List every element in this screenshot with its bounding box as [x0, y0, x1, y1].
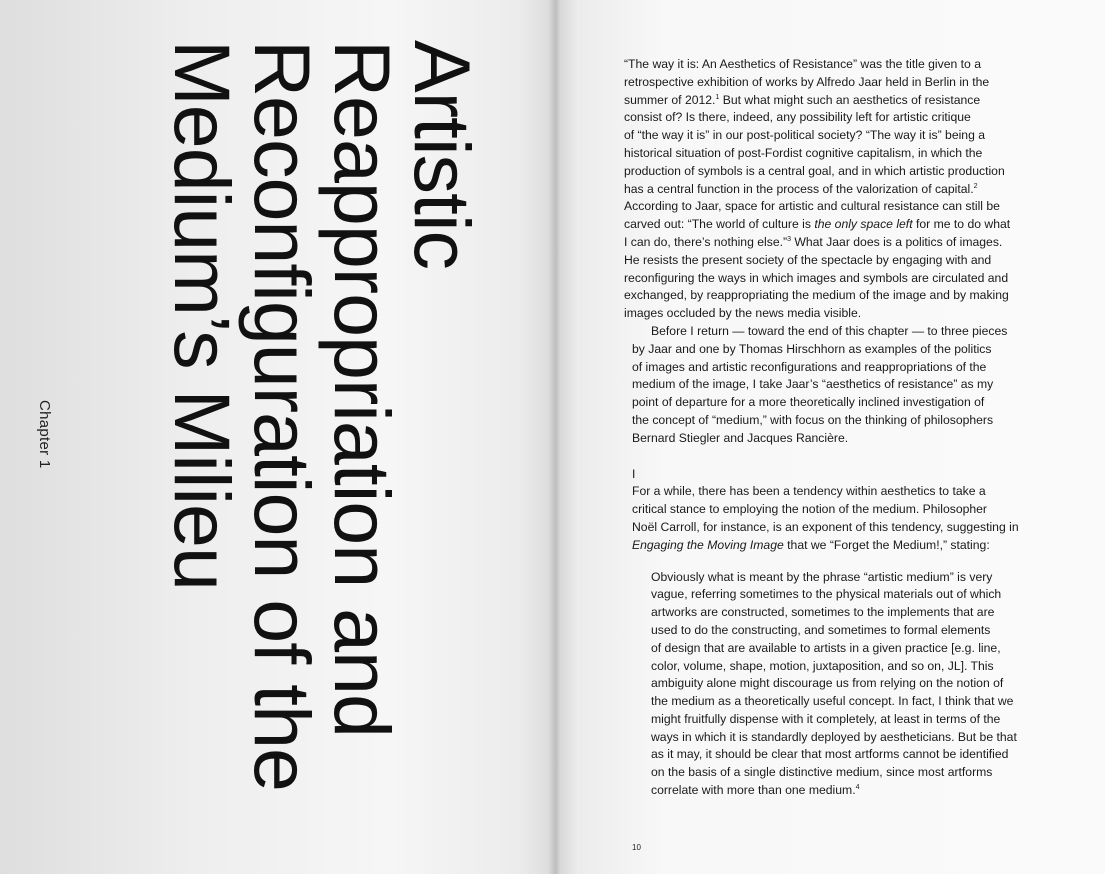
text-line: retrospective exhibition of works by Alfredo Jaar held in Berlin in the	[624, 74, 990, 89]
block-quote	[651, 569, 1070, 800]
book-title: Engaging the Moving Image	[632, 537, 784, 552]
text-line: Noël Carroll, for instance, is an exponent of this tendency, suggesting in	[632, 519, 1019, 534]
quote-line: vague, referring sometimes to the physical materials out of which	[651, 587, 1002, 602]
quote-line: correlate with more than one medium.$^4$	[651, 783, 860, 798]
emphasis: the only space left	[814, 217, 913, 232]
text-line: Engaging the Moving Image that we “Forget the Medium!,” stating:	[632, 537, 990, 552]
paragraph	[632, 483, 1070, 554]
text-line: Before I return — toward the end of this chapter — to three pieces	[651, 323, 1008, 338]
text-line: by Jaar and one by Thomas Hirschhorn as examples of the politics	[632, 341, 992, 356]
text-line: consist of? Is there, indeed, any possibility left for artistic critique	[624, 110, 971, 125]
paragraph	[624, 56, 1070, 323]
quote-line: as it may, it should be clear that most artforms cannot be identified	[651, 747, 1009, 762]
quote-line: used to do the constructing, and sometimes to formal elements	[651, 622, 991, 637]
text-line: “The way it is: An Aesthetics of Resistance” was the title given to a	[624, 57, 981, 71]
text-line: reconfiguring the ways in which images and symbols are circulated and	[624, 270, 1009, 285]
text-line: summer of 2012.$^1$ But what might such an aesthetics of resistance	[624, 92, 981, 107]
text-line: the concept of “medium,” with focus on the thinking of philosophers	[632, 412, 994, 427]
section-marker: I	[632, 466, 636, 481]
chapter-title-line: Artistic	[398, 40, 487, 269]
quote-line: artworks are constructed, sometimes to the implements that are	[651, 605, 995, 620]
footnote-marker: 2	[973, 182, 978, 190]
text-line: point of departure for a more theoretically inclined investigation of	[632, 395, 985, 410]
footnote-marker: 3	[787, 235, 791, 243]
text-line: exchanged, by reappropriating the medium of the image and by making	[624, 288, 1009, 303]
footnote-marker: 1	[715, 93, 720, 101]
text-line: of “the way it is” in our post-political society? “The way it is” being a	[624, 128, 986, 143]
text-line: production of symbols is a central goal, and in which artistic production	[624, 163, 1005, 178]
quote-line: the medium as a theoretically useful concept. In fact, I think that we	[651, 694, 1014, 709]
chapter-label: Chapter 1	[36, 400, 53, 469]
page-number: 10	[632, 843, 641, 852]
text-line: According to Jaar, space for artistic and cultural resistance can still be	[624, 199, 1000, 214]
text-line: I can do, there’s nothing else.”$^3$ What Jaar does is a politics of images.	[624, 234, 1003, 249]
text-line: images occluded by the news media visible.	[624, 306, 862, 321]
text-line: historical situation of post-Fordist cognitive capitalism, in which the	[624, 145, 983, 160]
text-line: For a while, there has been a tendency within aesthetics to take a	[632, 484, 986, 499]
text-line: He resists the present society of the spectacle by engaging with and	[624, 252, 992, 267]
quote-line: ambiguity alone might discourage us from relying on the notion of	[651, 676, 1004, 691]
book-gutter	[548, 0, 560, 874]
quote-line: color, volume, shape, motion, juxtaposition, and so on, JL]. This	[651, 658, 994, 673]
quote-line: on the basis of a single distinctive medium, since most artforms	[651, 765, 993, 780]
quote-line: Obviously what is meant by the phrase “artistic medium” is very	[651, 569, 993, 584]
body-text	[624, 56, 1070, 800]
text-line: has a central function in the process of the valorization of capital.$^2$	[624, 181, 978, 196]
quote-line: ways in which it is standardly deployed by aestheticians. But be that	[651, 729, 1017, 744]
text-line: carved out: “The world of culture is the only space left for me to do what	[624, 217, 1011, 232]
footnote-marker: 4	[855, 784, 860, 792]
chapter-title	[158, 40, 487, 850]
chapter-title-line: Medium’s Milieu	[158, 40, 247, 590]
paragraph	[632, 323, 1070, 448]
text-line: critical stance to employing the notion of the medium. Philosopher	[632, 502, 987, 517]
chapter-title-line: Reconfiguration of the	[238, 40, 327, 791]
text-line: of images and artistic reconfigurations and reappropriations of the	[632, 359, 987, 374]
text-line: Bernard Stiegler and Jacques Rancière.	[632, 430, 849, 445]
chapter-title-line: Reappropriation and	[318, 40, 407, 737]
quote-line: of design that are available to artists in a given practice [e.g. line,	[651, 640, 1001, 655]
quote-line: might fruitfully dispense with it completely, at least in terms of the	[651, 711, 1001, 726]
text-line: medium of the image, I take Jaar’s “aesthetics of resistance” as my	[632, 377, 994, 392]
